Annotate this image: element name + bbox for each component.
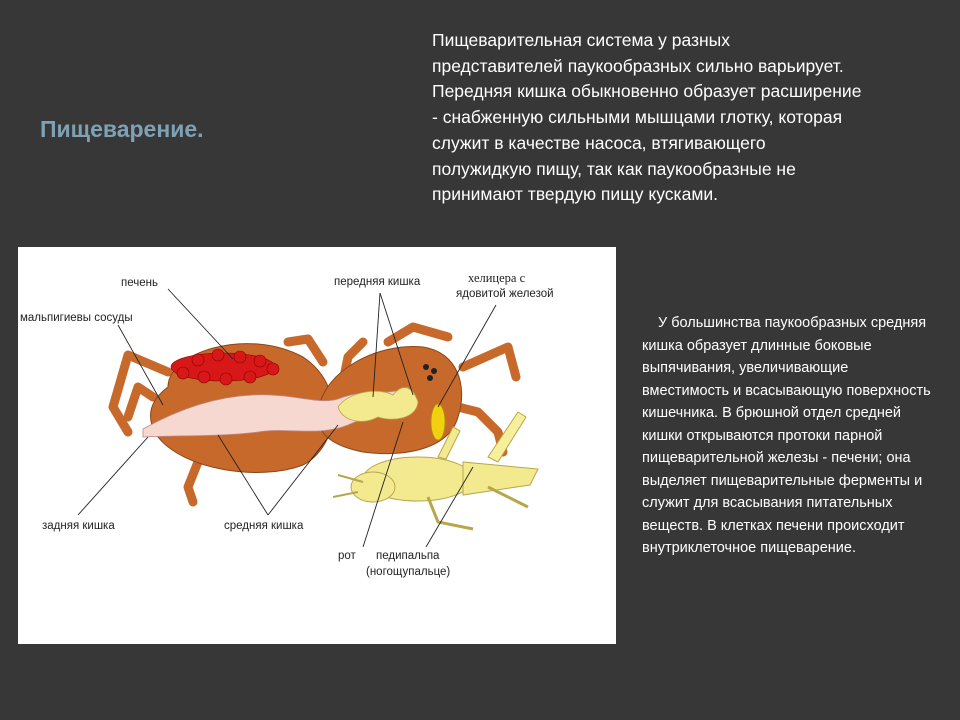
label-pedipalp-line2: (ногощупальце): [366, 566, 451, 578]
label-chelicera-line1: хелицера с: [468, 271, 526, 285]
label-mouth: рот: [338, 550, 356, 562]
intro-paragraph: Пищеварительная система у разных представителей паукообразных сильно варьирует. Передняя кишка обыкновенно образует расширение - снабженную сильными мышцами глотку, которая служит в качестве насоса, втягивающего полужидкую пищу, так как паукообразные не принимают твердую пищу кусками.: [432, 30, 862, 205]
label-hindgut: задняя кишка: [42, 520, 115, 532]
venom-gland: [431, 404, 445, 440]
label-midgut: средняя кишка: [224, 520, 304, 532]
label-liver: печень: [121, 277, 158, 289]
spider-digestive-diagram: [18, 247, 616, 644]
label-malpighian-tubules: мальпигиевы сосуды: [20, 312, 133, 324]
label-foregut: передняя кишка: [334, 276, 421, 288]
slide-title: Пищеварение.: [40, 116, 204, 142]
side-paragraph: У большинства паукообразных средняя кишка образует длинные боковые выпячивания, увеличивающие вместимость и всасывающую поверхность кишечника. В брюшной отдел средней кишки открываются протоки парной пищеварительной железы - печени; она выделяет пищеварительные ферменты и служит для всасывания питательных веществ. В клетках печени происходит внутриклеточное пищеварение.: [642, 315, 931, 556]
label-chelicera-line2: ядовитой железой: [456, 288, 554, 300]
label-pedipalp-line1: педипальпа: [376, 550, 440, 562]
